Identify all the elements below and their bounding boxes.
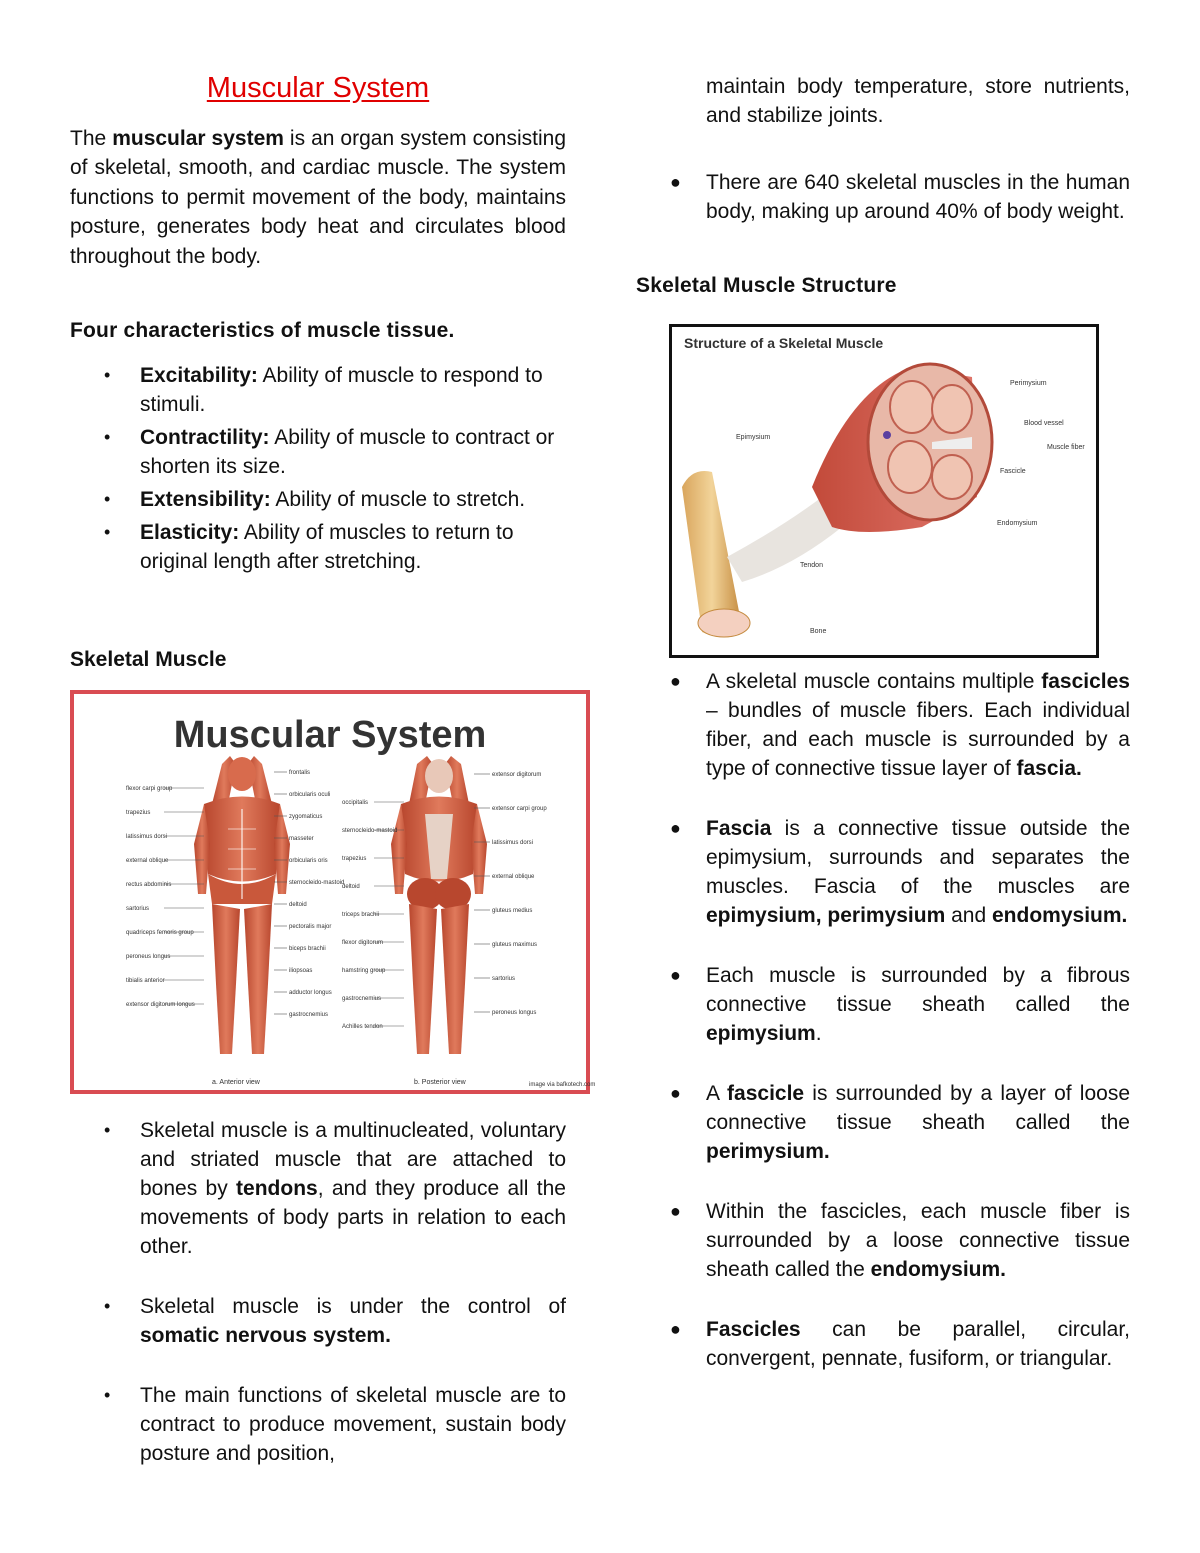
figure-label: Epimysium (736, 434, 771, 441)
bold-term: epimysium (706, 1022, 816, 1045)
list-item: • Skeletal muscle is under the control of somatic nervous system. (104, 1295, 566, 1347)
text-run: Skeletal muscle is under the control of (140, 1295, 566, 1318)
list-item: ● Within the fascicles, each muscle fiber is surrounded by a loose connective tissue sheath called the endomysium. (670, 1200, 1130, 1281)
figure-label: Blood vessel (1024, 420, 1064, 427)
characteristic-term: Contractility: (140, 426, 270, 449)
characteristic-item: • Elasticity: Ability of muscles to return to original length after stretching. (104, 521, 514, 573)
text-run: A skeletal muscle contains multiple (706, 670, 1042, 693)
characteristic-item: • Excitability: Ability of muscle to respond to stimuli. (104, 364, 543, 416)
characteristics-list (104, 361, 566, 580)
muscle-body-illustration (74, 694, 596, 1090)
figure-label: flexor carpi group (126, 786, 173, 792)
muscle-cross-section-illustration (672, 327, 1096, 655)
bold-term: tendons (236, 1177, 318, 1200)
muscle-count-list (636, 168, 1130, 226)
characteristic-text: Ability of muscles to return to original length after stretching. (140, 521, 514, 573)
figure-label: Tendon (800, 562, 823, 569)
figure-label: gastrocnemius (342, 996, 382, 1002)
bold-term: somatic nervous system. (140, 1324, 391, 1347)
figure-label: sternocleido-mastoid (289, 880, 345, 886)
characteristic-item: • Contractility: Ability of muscle to contract or shorten its size. (104, 426, 555, 478)
skeletal-muscle-structure-figure (669, 324, 1099, 658)
structure-heading: Skeletal Muscle Structure (636, 274, 897, 297)
text-run: Skeletal muscle is a multinucleated, voluntary and striated muscle that are attached to bones by (140, 1119, 566, 1200)
figure-label: occipitalis (342, 800, 369, 806)
characteristic-item: • Extensibility: Ability of muscle to stretch. (104, 488, 526, 511)
figure-label: sartorius (126, 906, 150, 912)
figure-label: frontalis (289, 770, 311, 776)
figure-title: Muscular System (173, 714, 487, 756)
anterior-caption: a. Anterior view (212, 1079, 260, 1086)
bold-term: fascicle (727, 1082, 805, 1105)
figure-label: external oblique (126, 858, 169, 864)
text-run: A (706, 1082, 728, 1105)
list-item: • Skeletal muscle is a multinucleated, voluntary and striated muscle that are attached to bones by tendons, and they produce all the movements of body parts in relation to each other. (104, 1119, 566, 1258)
page-title: Muscular System (206, 72, 430, 104)
characteristic-term: Extensibility: (140, 488, 271, 511)
figure-label: extensor carpi group (492, 806, 547, 812)
figure-label: biceps brachii (289, 946, 326, 952)
list-item: ● A skeletal muscle contains multiple fascicles – bundles of muscle fibers. Each individual fiber, and each muscle is surrounded by a type of connective tissue layer of fascia. (670, 670, 1130, 780)
characteristics-heading: Four characteristics of muscle tissue. (70, 319, 455, 342)
figure-label: tibialis anterior (126, 978, 165, 984)
figure-label: rectus abdominis (126, 882, 172, 888)
list-item: ● A fascicle is surrounded by a layer of loose connective tissue sheath called the perimysium. (670, 1082, 1130, 1163)
figure-label: sartorius (492, 976, 516, 982)
list-item: ● Each muscle is surrounded by a fibrous connective tissue sheath called the epimysium. (670, 964, 1130, 1045)
figure-label: sternocleido-mastoid (342, 828, 398, 834)
figure-label: adductor longus (289, 990, 332, 996)
posterior-caption: b. Posterior view (414, 1079, 466, 1086)
bold-term: Fascia (706, 817, 772, 840)
figure-label: extensor digitorum longus (126, 1002, 195, 1008)
figure-label: gluteus medius (492, 908, 533, 914)
bold-term: epimysium, (706, 904, 822, 927)
intro-paragraph: The muscular system is an organ system consisting of skeletal, smooth, and cardiac muscle. The system functions to permit movement of the body, maintains posture, generates body heat and circulates blood throughout the body. (70, 127, 567, 268)
text-run: Within the fascicles, each muscle fiber is surrounded by a loose connective tissue sheath called the (706, 1200, 1130, 1281)
posterior-figure (391, 756, 487, 1054)
figure-label: Bone (810, 628, 827, 635)
anterior-figure (194, 756, 290, 1054)
bold-term: fascia. (1016, 757, 1082, 780)
characteristic-text: Ability of muscle to stretch. (270, 488, 526, 511)
characteristic-term: Excitability: (140, 364, 258, 387)
bold-term: Fascicles (706, 1318, 801, 1341)
figure-label: deltoid (342, 884, 360, 890)
continuation-paragraph: maintain body temperature, store nutrients, and stabilize joints. (706, 75, 1130, 128)
skeletal-muscle-bullets (104, 1116, 566, 1468)
figure-label: zygomaticus (289, 814, 323, 820)
bold-term: endomysium. (870, 1258, 1006, 1281)
text-run: Each muscle is surrounded by a fibrous connective tissue sheath called the (706, 964, 1130, 1016)
figure-label: Fascicle (1000, 468, 1026, 475)
figure-label: masseter (289, 836, 314, 842)
figure-label: extensor digitorum (492, 772, 542, 778)
list-item: ● There are 640 skeletal muscles in the human body, making up around 40% of body weight. (670, 171, 1130, 223)
figure-label: deltoid (289, 902, 307, 908)
text-run: – bundles of muscle fibers. Each individual fiber, and each muscle is surrounded by a type of connective tissue layer of (706, 699, 1130, 780)
figure-label: Achilles tendon (342, 1024, 383, 1030)
figure-label: gluteus maximus (492, 942, 538, 948)
text-run: , and they produce all the movements of body parts in relation to each other. (140, 1177, 566, 1258)
figure-credit: image via bafkotech.com (529, 1082, 596, 1088)
figure-label: gastrocnemius (289, 1012, 329, 1018)
figure-label: latissimus dorsi (126, 834, 168, 840)
figure-label: trapezius (342, 856, 367, 862)
bold-term: fascicles (1041, 670, 1130, 693)
figure-title: Structure of a Skeletal Muscle (684, 335, 884, 351)
figure-label: latissimus dorsi (492, 840, 534, 846)
text-run: can be parallel, circular, convergent, pennate, fusiform, or triangular. (706, 1318, 1130, 1370)
structure-bullets (636, 667, 1130, 1373)
text-run: The main functions of skeletal muscle are to contract to produce movement, sustain body posture and position, (140, 1384, 566, 1465)
figure-label: Endomysium (997, 520, 1038, 527)
figure-label: Muscle fiber (1047, 444, 1085, 451)
bold-term: perimysium (827, 904, 946, 927)
figure-label: peroneus longus (492, 1010, 537, 1016)
characteristic-text: Ability of muscle to contract or shorten its size. (140, 426, 555, 478)
figure-label: Perimysium (1010, 380, 1047, 387)
figure-label: trapezius (126, 810, 151, 816)
skeletal-muscle-heading: Skeletal Muscle (70, 648, 227, 671)
figure-label: pectoralis major (289, 924, 332, 930)
list-item: • The main functions of skeletal muscle are to contract to produce movement, sustain body posture and position, (104, 1384, 566, 1465)
characteristic-text: Ability of muscle to respond to stimuli. (140, 364, 543, 416)
figure-label: iliopsoas (289, 968, 313, 974)
figure-label: orbicularis oculi (289, 792, 331, 798)
bold-term: perimysium. (706, 1140, 830, 1163)
figure-label: flexor digitorum (342, 940, 384, 946)
figure-label: quadriceps femoris group (126, 930, 194, 936)
figure-label: hamstring group (342, 968, 386, 974)
characteristic-term: Elasticity: (140, 521, 240, 544)
list-item: ● Fascia is a connective tissue outside the epimysium, surrounds and separates the muscles. Fascia of the muscles are epimysium, perimysium and endomysium. (670, 817, 1130, 927)
text-run: and (945, 904, 992, 927)
list-item: ● Fascicles can be parallel, circular, convergent, pennate, fusiform, or triangular. (670, 1318, 1130, 1370)
text-run: is surrounded by a layer of loose connective tissue sheath called the (706, 1082, 1130, 1134)
figure-label: peroneus longus (126, 954, 171, 960)
text-run: is a connective tissue outside the epimysium, surrounds and separates the muscles. Fascia of the muscles are (706, 817, 1130, 898)
figure-label: external oblique (492, 874, 535, 880)
bold-term: endomysium. (992, 904, 1128, 927)
figure-label: orbicularis oris (289, 858, 328, 864)
figure-label: triceps brachii (342, 912, 380, 918)
text-run: . (815, 1022, 822, 1045)
muscular-system-figure (70, 690, 596, 1094)
